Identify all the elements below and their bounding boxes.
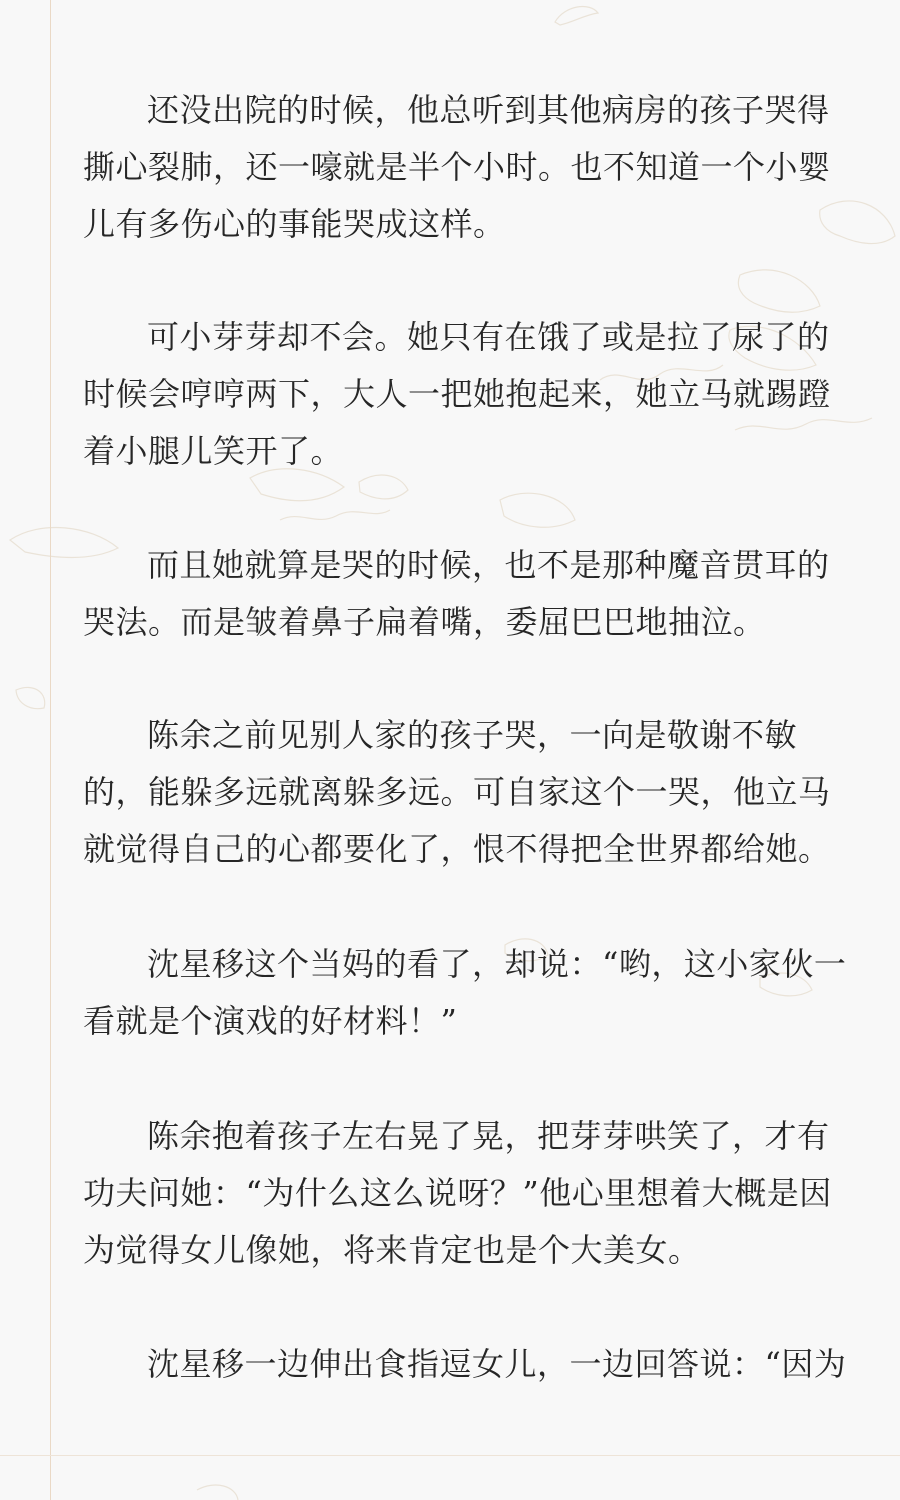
texture-right-mid-1 (738, 270, 820, 312)
paragraph-3: 而且她就算是哭的时候，也不是那种魔音贯耳的哭法。而是皱着鼻子扁着嘴，委屈巴巴地抽泣。 (83, 546, 830, 641)
texture-scribble-2 (280, 510, 390, 520)
paragraph-7: 沈星移一边伸出食指逗女儿，一边回答说：“因为 (147, 1345, 847, 1383)
paragraph-2: 可小芽芽却不会。她只有在饿了或是拉了尿了的时候会哼哼两下，大人一把她抱起来，她立马就踢蹬着小腿儿笑开了。 (83, 318, 831, 470)
texture-middle-3 (500, 493, 575, 527)
paragraph-1: 还没出院的时候，他总听到其他病房的孩子哭得撕心裂肺，还一嚎就是半个小时。也不知道一个小婴儿有多伤心的事能哭成这样。 (83, 91, 831, 243)
left-margin-line (50, 0, 51, 1500)
texture-top-right (555, 7, 598, 25)
texture-left-lower (16, 687, 45, 708)
texture-bottom-left (197, 1485, 238, 1500)
paragraph-4: 陈余之前见别人家的孩子哭，一向是敬谢不敏的，能躲多远就离躲多远。可自家这个一哭，他立马就觉得自己的心都要化了，恨不得把全世界都给她。 (83, 716, 831, 868)
paragraph-5: 沈星移这个当妈的看了，却说：“哟，这小家伙一看就是个演戏的好材料！” (83, 945, 847, 1040)
paragraph-6: 陈余抱着孩子左右晃了晃，把芽芽哄笑了，才有功夫问她：“为什么这么说呀？”他心里想着大概是因为觉得女儿像她，将来肯定也是个大美女。 (83, 1117, 832, 1269)
bottom-divider (0, 1455, 900, 1456)
